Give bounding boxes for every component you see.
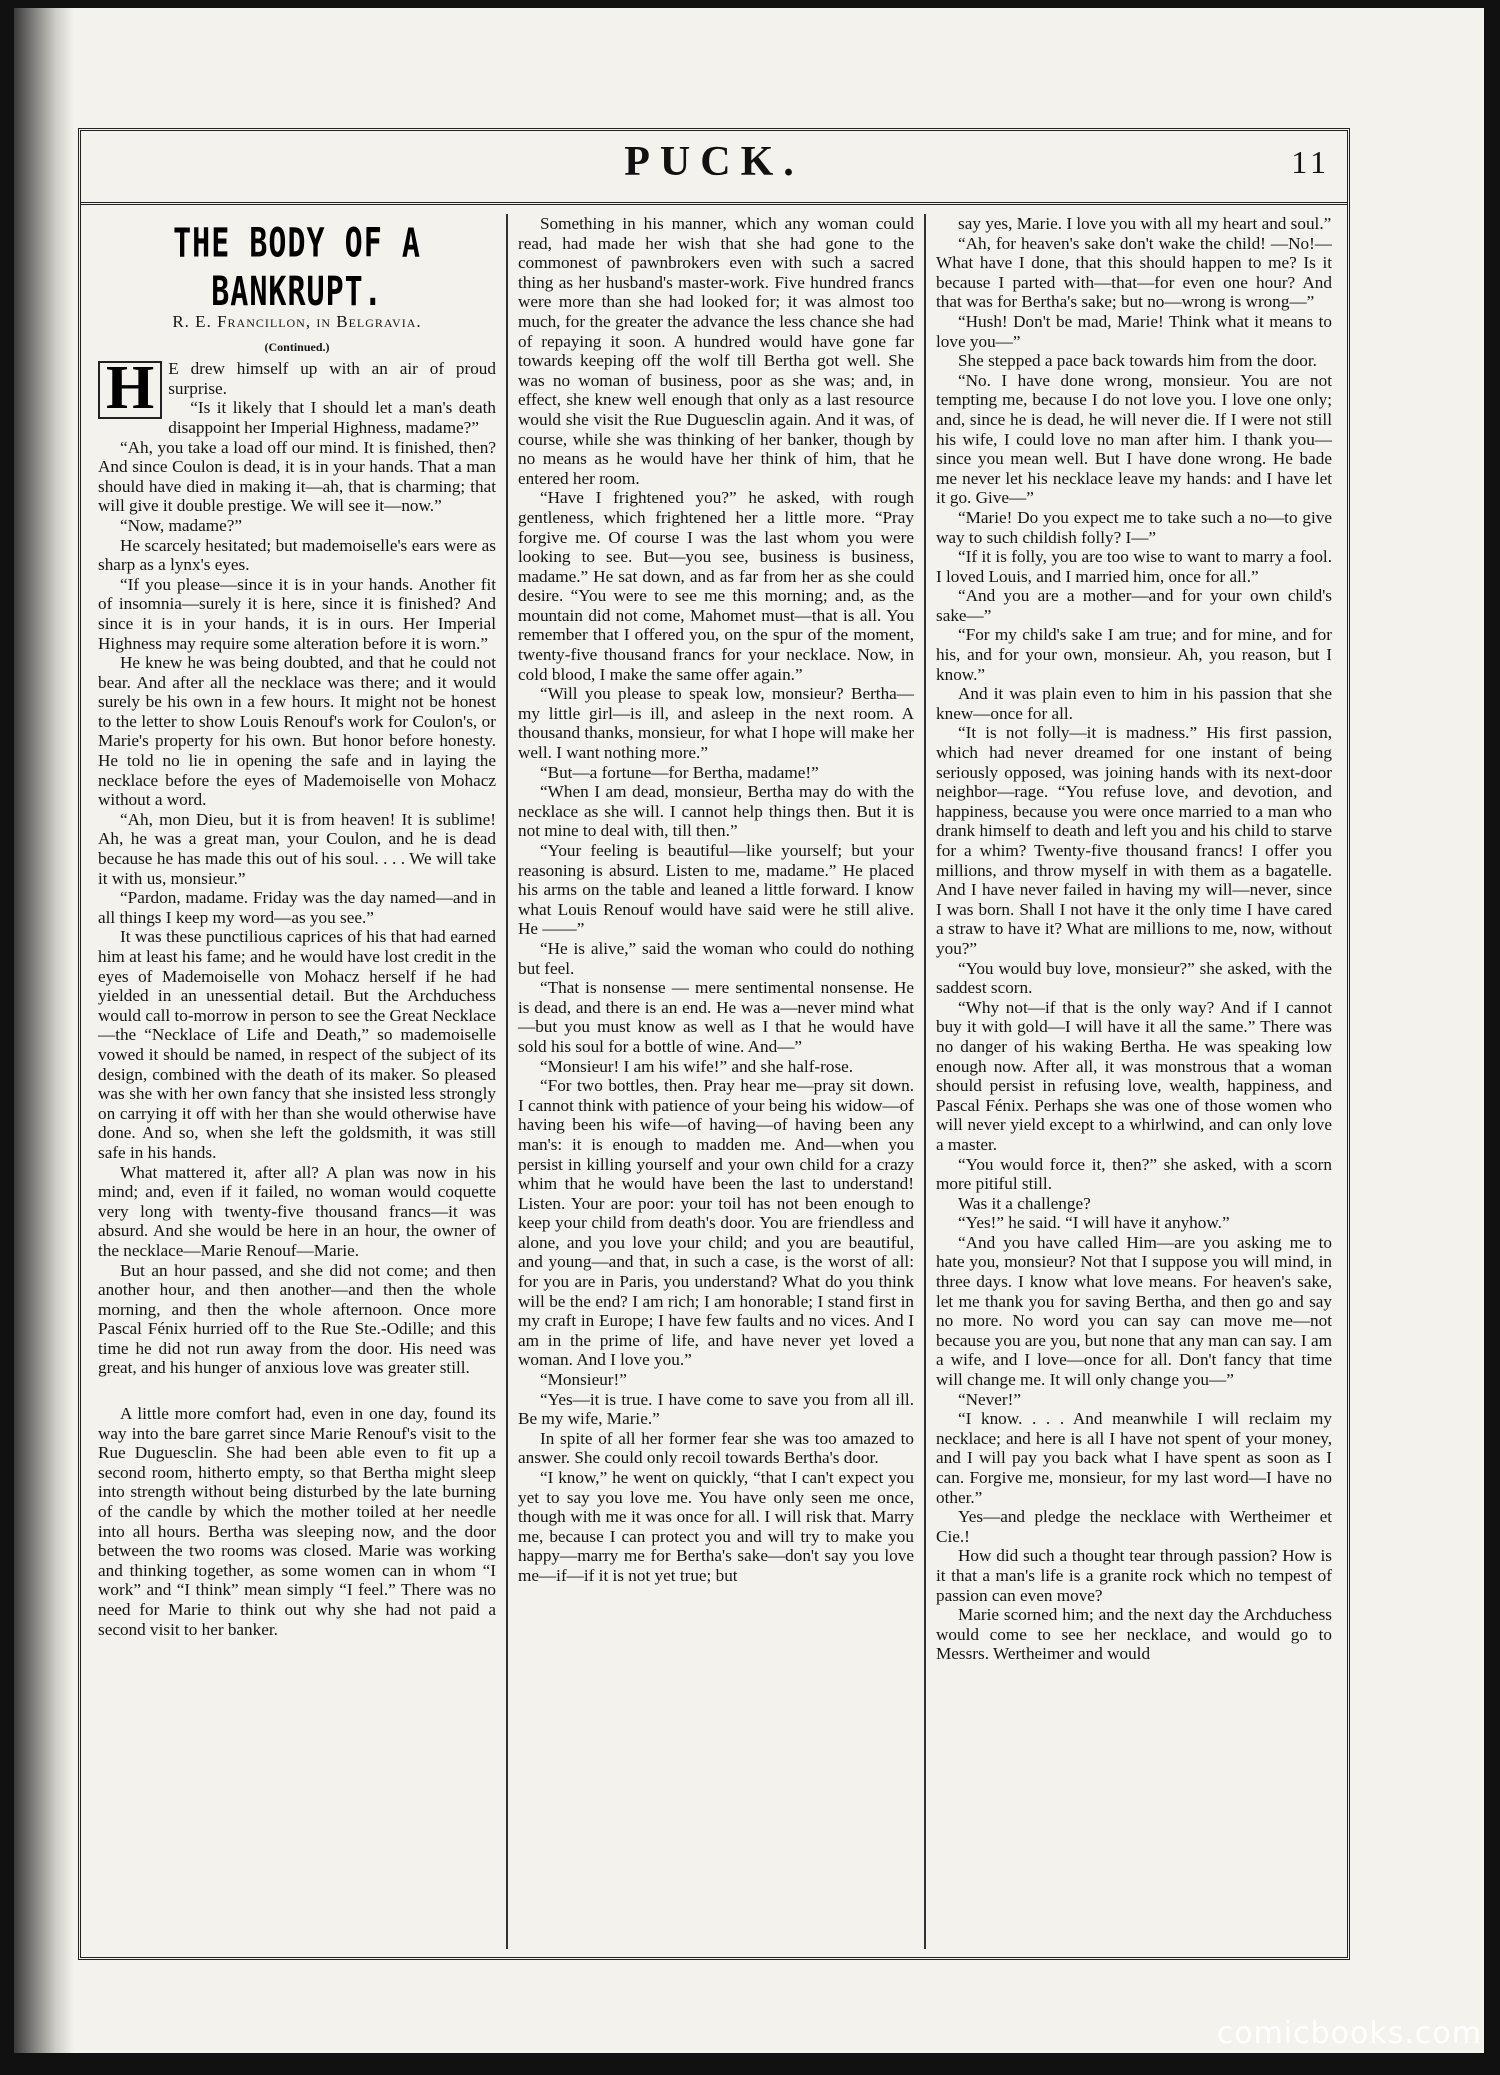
section-break (98, 1378, 496, 1404)
paragraph: “Pardon, madame. Friday was the day named—and in all things I keep my word—as you see.” (98, 888, 496, 927)
paragraph: “Never!” (958, 1389, 1021, 1409)
paragraph: “No. I have done wrong, monsieur. You are not tempting me, because I do not love you. I love one only; and, since he is dead, he will never die. If I were not still his wife, I could love no man after him. I thank you—since you mean well. But I have done wrong. He bade me never let his necklace leave my hands: and I have let it go. Give—” (936, 370, 1332, 508)
paragraph: “Will you please to speak low, monsieur? Bertha—my little girl—is ill, and asleep in the next room. A thousand thanks, monsieur, for what I hope will make her well. I want nothing more.” (518, 684, 914, 763)
paragraph: “Hush! Don't be mad, Marie! Think what it means to love you—” (936, 311, 1332, 351)
paragraph: “When I am dead, monsieur, Bertha may do with the necklace as she will. I cannot help things then. But it is not mine to deal with, till then.” (518, 782, 914, 841)
paragraph: “I know. . . . And meanwhile I will reclaim my necklace; and here is all I have not spent of your money, and I will pay you back what I have spent as soon as I can. Forgive me, monsieur, for my last word—I have no other.” (936, 1409, 1332, 1507)
paragraph: She stepped a pace back towards him from the door. (958, 351, 1317, 371)
masthead (80, 132, 1348, 205)
paragraph: “But—a fortune—for Bertha, madame!” (540, 762, 819, 782)
page-gutter-shadow (14, 8, 74, 2053)
page-number: 11 (1291, 144, 1330, 180)
paragraph: “For my child's sake I am true; and for mine, and for his, and for your own, monsieur. Ah, you reason, but I know.” (936, 625, 1332, 684)
paragraph: And it was plain even to him in his passion that she knew—once for all. (936, 684, 1332, 723)
paragraph: But an hour passed, and she did not come; and then another hour, and then another—and then the whole morning, and then the whole afternoon. Once more Pascal Fénix hurried off to the Rue Ste.-Odille; and this time he did not run away from the door. His need was great, and his hunger of anxious love was greater still. (98, 1260, 496, 1378)
paragraph: He knew he was being doubted, and that he could not bear. And after all the necklace was there; and it would surely be his own in a few hours. It might not be honest to the letter to show Louis Renouf's work for Coulon's, or Marie's property for his own. But honor before honesty. He told no lie in opening the safe and in laying the necklace before the eyes of Mademoiselle von Mohacz without a word. (98, 653, 496, 810)
paragraph: How did such a thought tear through passion? How is it that a man's life is a granite rock which no tempest of passion can even move? (936, 1546, 1332, 1605)
paragraph: “Yes!” he said. “I will have it anyhow.” (958, 1213, 1230, 1233)
paragraph: “It is not folly—it is madness.” His first passion, which had never dreamed for one instant of being seriously opposed, was joining hands with its next-door neighbor—rage. “You refuse love, and devotion, and happiness, because you were once married to a man who drank himself to death and left you and his child to starve for a whim? Twenty-five thousand francs! I offer you millions, and throw myself in with them as a bagatelle. And I have never failed in having my will—never, since I was born. Shall I not have it the only time I have cared a straw to have it? What are millions to me, now, without you?” (936, 723, 1332, 958)
masthead-title: PUCK. (624, 139, 804, 185)
paragraph: “Now, madame?” (120, 515, 242, 535)
article-headline: THE BODY OF A BANKRUPT. (173, 220, 421, 316)
paragraph: “Yes—it is true. I have come to save you from all ill. Be my wife, Marie.” (518, 1389, 914, 1429)
paragraph: “And you have called Him—are you asking me to hate you, monsieur? Not that I suppose you will mind, in three days. I know what love means. For heaven's sake, let me thank you for saving Bertha, and then go and say no more. No word you can say can move me—not because you are you, but none that any man can say. I am a wife, and I love—once for all. Don't fancy that time will change me. It will only change you—” (936, 1232, 1332, 1390)
paragraph: “Ah, you take a load off our mind. It is finished, then? And since Coulon is dead, it is in your hands. That a man should have died in making it—ah, that is charming; that will give it double prestige. We will see it—now.” (98, 437, 496, 516)
paragraph: Marie scorned him; and the next day the Archduchess would come to see her necklace, and would go to Messrs. Wertheimer and would (936, 1605, 1332, 1664)
paragraph: E drew himself up with an air of proud surprise. (168, 359, 496, 398)
paragraph: “And you are a mother—and for your own child's sake—” (936, 586, 1332, 625)
column-2-text (518, 214, 914, 1586)
paragraph: “Ah, mon Dieu, but it is from heaven! It is sublime! Ah, he was a great man, your Coulon, and he is dead because he has made this out of his soul. . . . We will take it with us, monsieur.” (98, 809, 496, 888)
paragraph: “Monsieur! I am his wife!” and she half-rose. (540, 1056, 854, 1076)
paragraph: “Why not—if that is the only way? And if I cannot buy it with gold—I will have it all the same.” There was no danger of his waking Bertha. He was speaking low enough now. After all, it was monstrous that a woman should persist in refusing love, wealth, happiness, and Pascal Fénix. Perhaps she was one of those women who will never yield except to a whirlwind, and can only love a master. (936, 997, 1332, 1154)
paragraph: Was it a challenge? (958, 1193, 1091, 1213)
paragraph: Yes—and pledge the necklace with Wertheimer et Cie.! (936, 1507, 1332, 1546)
paragraph: “Have I frightened you?” he asked, with rough gentleness, which frightened her a little more. “Pray forgive me. Of course I was the last whom you were looking to see. But—you see, business is business, madame.” He sat down, and as far from her as she could desire. “You were to see me this morning; and, as the mountain did not come, Mahomet must—that is all. You remember that I offered you, on the spur of the moment, twenty-five thousand francs for your necklace. Now, in cold blood, I make the same offer again.” (518, 488, 914, 684)
paragraph: “That is nonsense — mere sentimental nonsense. He is dead, and there is an end. He was a—never mind what—but you must know as well as I that he would have sold his soul for a bottle of wine. And—” (518, 978, 914, 1056)
paragraph: A little more comfort had, even in one day, found its way into the bare garret since Marie Renouf's visit to the Rue Duguesclin. She had been able even to fit up a second room, hitherto empty, so that Bertha might sleep into strength without being disturbed by the late burning of the candle by which the mother toiled at her needle into all hours. Bertha was sleeping now, and the door between the two rooms was closed. Marie was working and thinking together, as some women can in whom “I work” and “I think” mean simply “I feel.” There was no need for Marie to think out why she had not paid a second visit to her banker. (98, 1404, 496, 1639)
article-columns (88, 214, 1342, 1949)
column-2 (506, 214, 924, 1949)
site-watermark: comicbooks.com (1216, 2016, 1482, 2051)
paragraph: “Your feeling is beautiful—like yourself; but your reasoning is absurd. Listen to me, madame.” He placed his arms on the table and leaned a little forward. I know what Louis Renouf would have said were he still alive. He ——” (518, 841, 914, 939)
paragraph: say yes, Marie. I love you with all my heart and soul.” (958, 214, 1332, 233)
paragraph: “I know,” he went on quickly, “that I can't expect you yet to say you love me. You have only seen me once, though with me it was once for all. I will risk that. Marry me, because I can protect you and will try to make you happy—marry me for Bertha's sake—don't say you love me—if—if it is not yet true; but (518, 1468, 914, 1585)
paragraph: “Monsieur!” (540, 1370, 627, 1390)
paragraph: What mattered it, after all? A plan was now in his mind; and, even if it failed, no woman would coquette very long with twenty-five thousand francs—it was absurd. And she would be here in an hour, the owner of the necklace—Marie Renouf—Marie. (98, 1162, 496, 1260)
column-1 (88, 214, 506, 1949)
article-byline: R. E. Francillon, in Belgravia. (172, 312, 422, 331)
paragraph: “If you please—since it is in your hands. Another fit of insomnia—surely it is here, since it is finished? And since it is in your hands, it is in ours. Her Imperial Highness may require some alteration before it is worn.” (98, 574, 496, 653)
drop-cap: H (98, 361, 162, 419)
paragraph: He scarcely hesitated; but mademoiselle's ears were as sharp as a lynx's eyes. (98, 535, 496, 575)
paragraph: In spite of all her former fear she was too amazed to answer. She could only recoil towards Bertha's door. (518, 1428, 914, 1468)
column-1-text-b (98, 1404, 496, 1639)
column-3-text (936, 214, 1332, 1664)
paragraph: “You would force it, then?” she asked, with a scorn more pitiful still. (936, 1154, 1332, 1194)
paragraph: “He is alive,” said the woman who could do nothing but feel. (518, 938, 914, 978)
column-3 (924, 214, 1342, 1949)
paragraph: “Is it likely that I should let a man's death disappoint her Imperial Highness, madame?” (168, 398, 496, 437)
paragraph: “You would buy love, monsieur?” she asked, with the saddest scorn. (936, 958, 1332, 998)
paragraph: “If it is folly, you are too wise to want to marry a fool. I loved Louis, and I married him, once for all.” (936, 547, 1332, 586)
column-1-text (98, 354, 496, 1378)
paragraph: “Marie! Do you expect me to take such a no—to give way to such childish folly? I—” (936, 507, 1332, 547)
paragraph: It was these punctilious caprices of his that had earned him at least his fame; and he would have lost credit in the eyes of Mademoiselle von Mohacz herself if he had yielded in an unessential detail. But the Archduchess would call to-morrow in person to see the Great Necklace—the “Necklace of Life and Death,” so mademoiselle vowed it should be named, in respect of the subject of its design, combined with the death of its maker. So pleased was she with her own fancy that she insisted less strongly on carrying it off with her than she would otherwise have done. And so, when she left the goldsmith, it was still safe in his hands. (98, 927, 496, 1162)
paragraph: “For two bottles, then. Pray hear me—pray sit down. I cannot think with patience of your being his widow—of having been his wife—of having—of having been any man's: it is enough to madden me. And—when you persist in killing yourself and your own child for a crazy whim that he would have been the last to understand! Listen. Your are poor: your toil has not been enough to keep your child from death's door. You are friendless and alone, and you love your child; and you are beautiful, and young—and that, in such a case, is the worst of all: for you are in Paris, you understand? What do you think will be the end? I am rich; I am honorable; I stand first in my craft in Europe; I have few faults and no vices. And I am in the prime of life, and have never yet loved a woman. And I love you.” (518, 1076, 914, 1370)
paragraph: Something in his manner, which any woman could read, had made her wish that she had gone to the commonest of pawnbrokers even with such a sacred thing as her husband's master-work. Five hundred francs were more than she had looked for; it was almost too much, for the greater the advance the less chance she had of repaying it soon. A hundred would have gone far towards keeping off the wolf till Bertha got well. She was no woman of business, poor as she was; and, in effect, she knew well enough that only as a last resource would she visit the Rue Duguesclin again. And it was, of course, while she was thinking of her banker, though by no means as he would have her think of him, that he entered her room. (518, 214, 914, 488)
continued-note: (Continued.) (264, 339, 330, 354)
paragraph: “Ah, for heaven's sake don't wake the child! —No!—What have I done, that this should happen to me? Is it because I parted with—that—for even one hour? And that was for Bertha's sake; but no—wrong is wrong—” (936, 233, 1332, 312)
